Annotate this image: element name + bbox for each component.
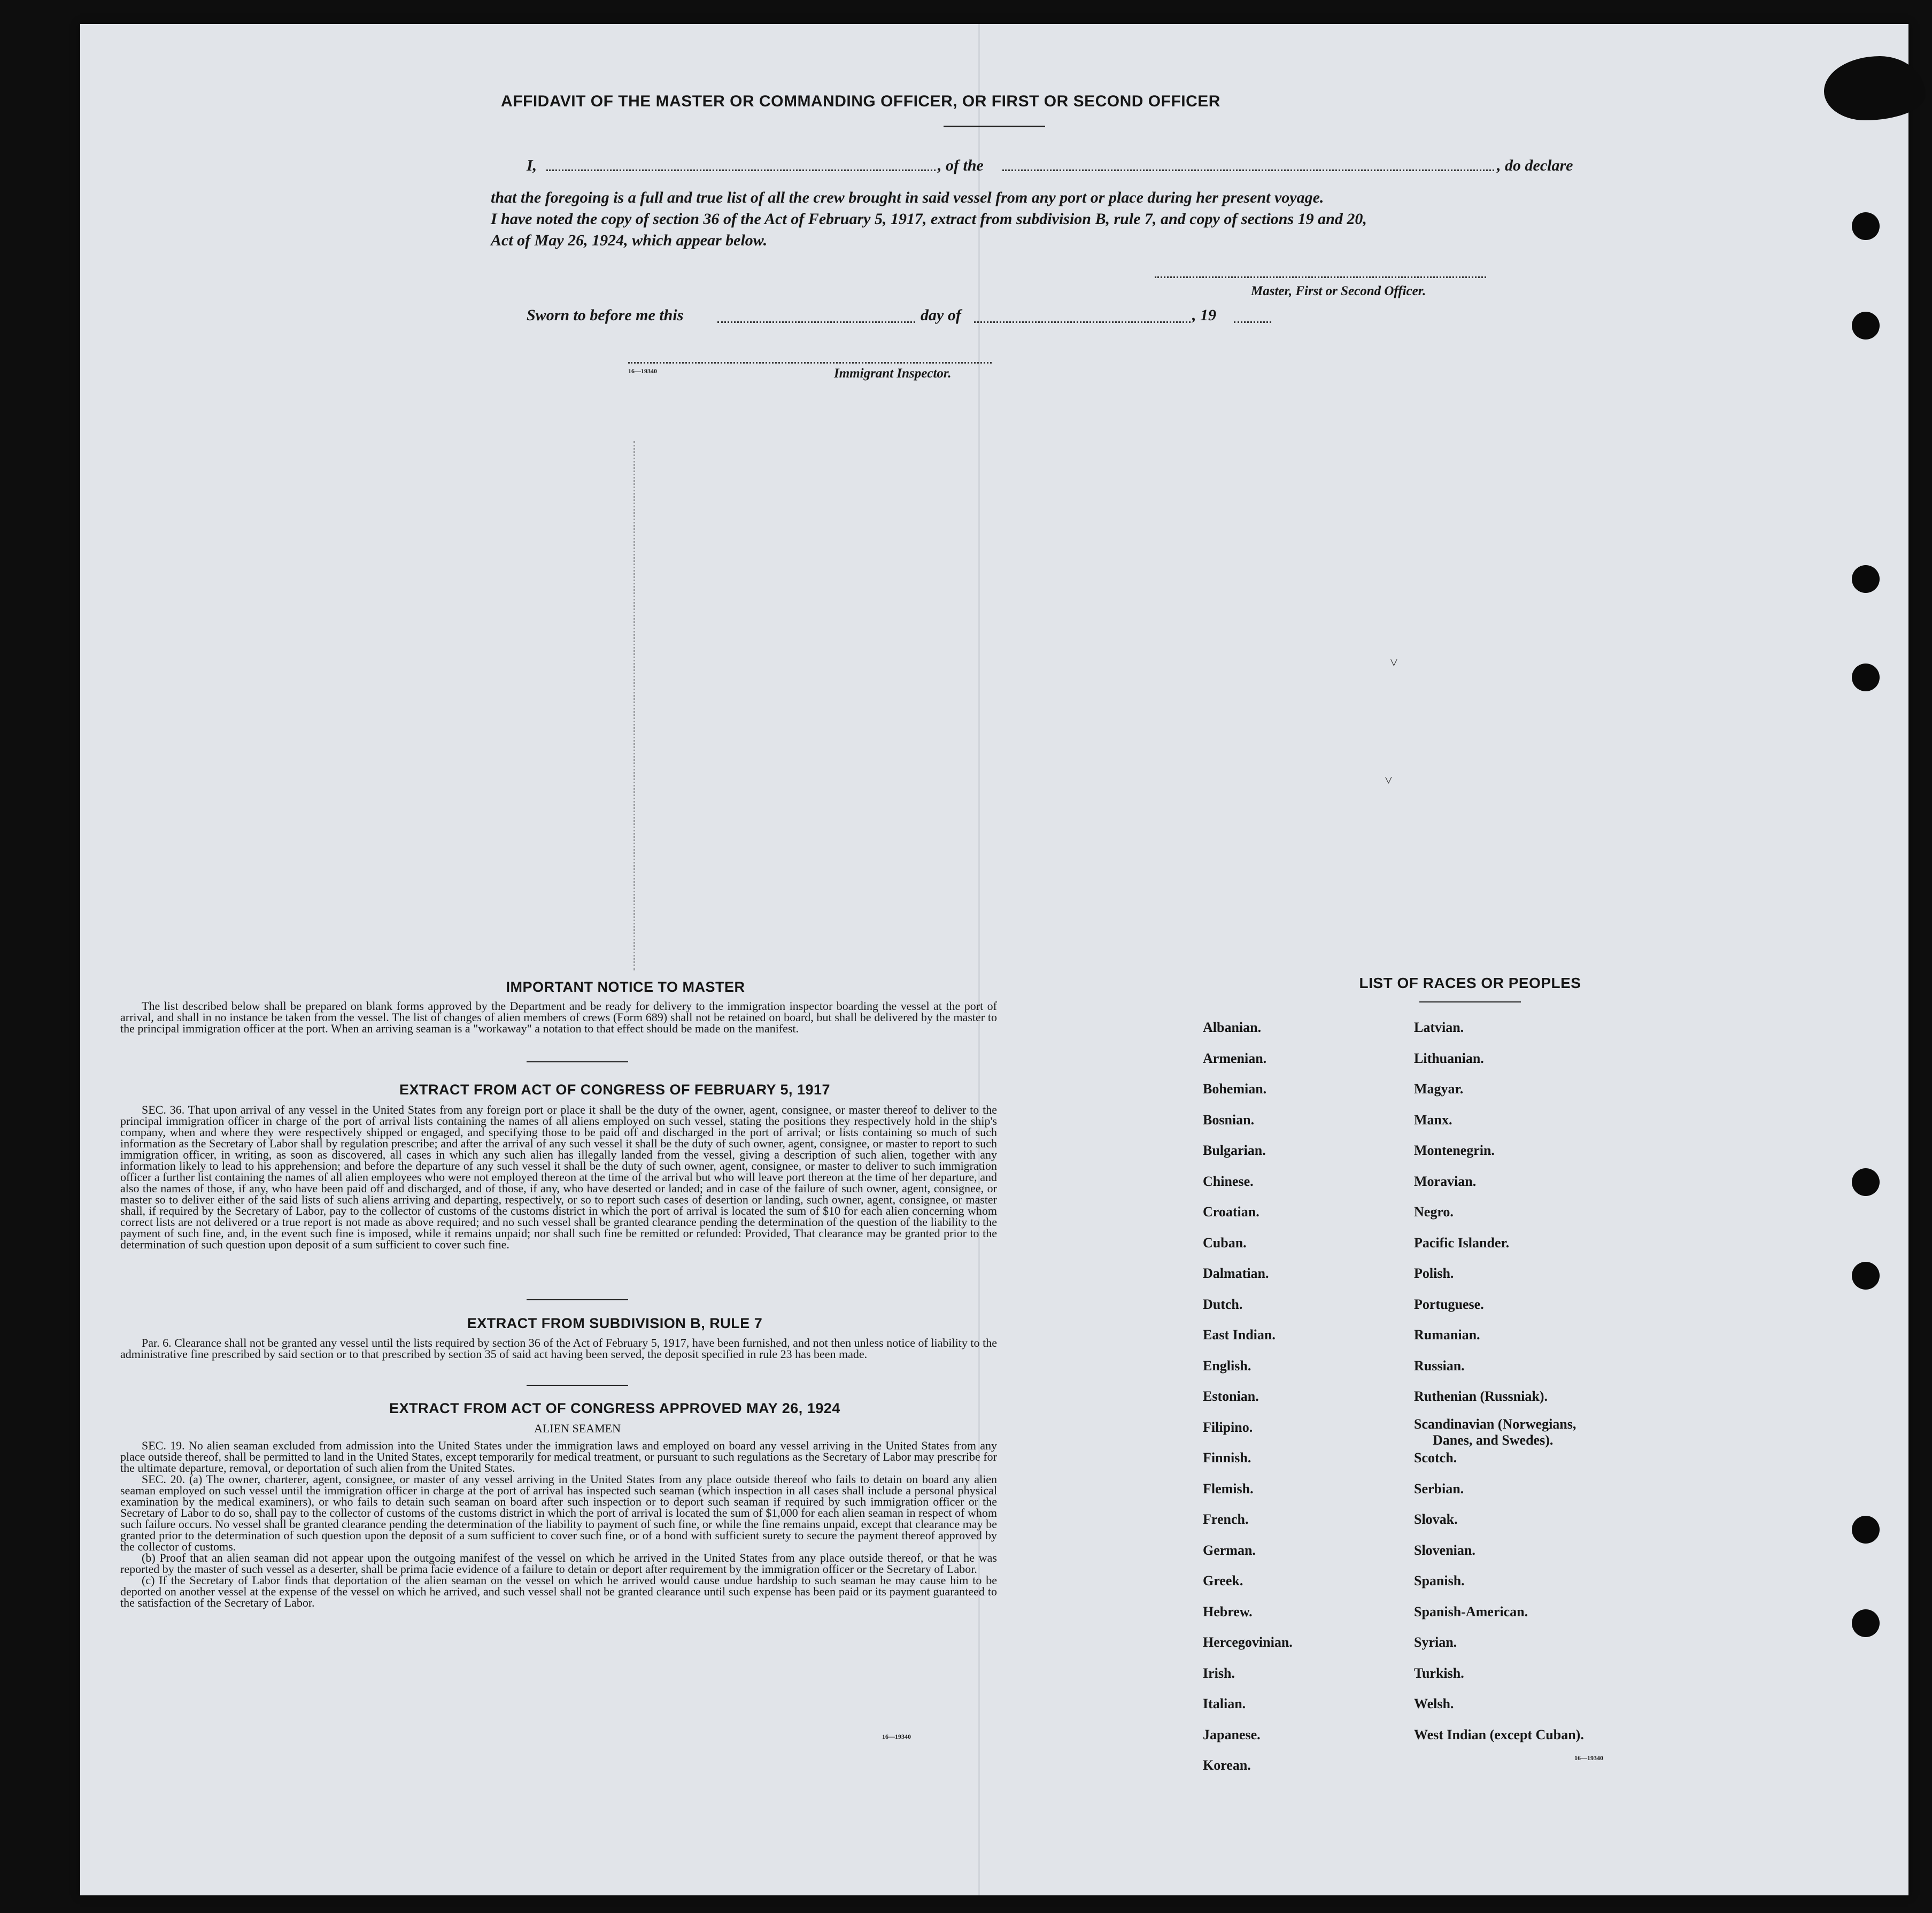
stray-mark: ˅	[1390, 655, 1398, 670]
race-item: Serbian.	[1414, 1480, 1464, 1497]
stray-mark: ˅	[1385, 773, 1393, 788]
race-item: Irish.	[1203, 1665, 1235, 1681]
race-item: Pacific Islander.	[1414, 1235, 1510, 1251]
race-item: English.	[1203, 1357, 1251, 1374]
race-item: Flemish.	[1203, 1480, 1254, 1497]
races-list	[80, 24, 1908, 1895]
rule7-paragraph: Par. 6. Clearance shall not be granted any vessel until the lists required by section 36 of the Act of February 5, 1917, have been furnished, and not then unless notice of liability to the administrative fine prescribed by said section or to that prescribed by section 35 of said act having been served, the deposit specified in rule 23 has been made.	[120, 1336, 997, 1361]
declaration-line: I have noted the copy of section 36 of the Act of February 5, 1917, extract from subdivision B, rule 7, and copy of sections 19 and 20,	[491, 210, 1367, 228]
race-item: Montenegrin.	[1414, 1143, 1495, 1158]
race-item: Chinese.	[1203, 1173, 1254, 1189]
notice-paragraph: The list described below shall be prepared on blank forms approved by the Department and be ready for delivery to the immigration inspector boarding the vessel at the port of arrival, and shall in no instance be taken from the vessel. The list of changes of alien members of crews (Form 689) shall not be retained on board, but shall be delivered by the master to the principal immigration officer at the port. When an arriving seaman is a "workaway" a notation to that effect should be made on the manifest.	[120, 999, 997, 1035]
sec20c-paragraph: (c) If the Secretary of Labor finds that deportation of the alien seaman on the vessel on which he arrived would cause undue hardship to such seaman he may cause him to be deported on another vessel at the expense of the vessel on which he arrived, and such vessel shall not be granted clearance until such expense has been paid or its payment guaranteed to the satisfaction of the Secretary of Labor.	[120, 1573, 997, 1609]
affidavit-do-declare: , do declare	[1497, 157, 1573, 174]
race-item: Greek.	[1203, 1573, 1243, 1588]
race-item: Estonian.	[1203, 1389, 1259, 1404]
race-item: Syrian.	[1414, 1634, 1457, 1650]
extract-1924-title: EXTRACT FROM ACT OF CONGRESS APPROVED MAY 26, 1924	[389, 1400, 840, 1416]
race-item: Latvian.	[1414, 1020, 1464, 1035]
race-item: West Indian (except Cuban).	[1414, 1726, 1584, 1742]
race-item: Portuguese.	[1414, 1296, 1484, 1312]
race-item: Hercegovinian.	[1203, 1634, 1293, 1650]
race-item: Russian.	[1414, 1357, 1465, 1374]
race-item: Scandinavian (Norwegians,	[1414, 1416, 1576, 1432]
race-item: Slovenian.	[1414, 1542, 1475, 1558]
extract-1917-title: EXTRACT FROM ACT OF CONGRESS OF FEBRUARY 5, 1917	[399, 1082, 831, 1098]
race-item: Italian.	[1203, 1696, 1246, 1711]
race-item: Danes, and Swedes).	[1433, 1432, 1554, 1448]
affidavit-i: I,	[527, 157, 537, 174]
race-item: Cuban.	[1203, 1235, 1247, 1251]
race-item: Scotch.	[1414, 1450, 1457, 1465]
alien-seamen-subtitle: ALIEN SEAMEN	[534, 1422, 621, 1435]
race-item: Lithuanian.	[1414, 1050, 1484, 1066]
form-number: 16—19340	[1574, 1754, 1603, 1762]
race-item: Bulgarian.	[1203, 1143, 1266, 1158]
rule7-title: EXTRACT FROM SUBDIVISION B, RULE 7	[467, 1315, 763, 1331]
races-title: LIST OF RACES OR PEOPLES	[1359, 975, 1581, 991]
race-item: Ruthenian (Russniak).	[1414, 1389, 1548, 1404]
race-item: Spanish-American.	[1414, 1603, 1528, 1619]
declaration-line: Act of May 26, 1924, which appear below.	[491, 232, 768, 249]
sec20b-paragraph: (b) Proof that an alien seaman did not appear upon the outgoing manifest of the vessel on which he arrived in the United States from any place outside thereof, or that he was reported by the master of such vessel as a deserter, shall be prima facie evidence of a failure to detain or deport after requirement by the immigration officer or the Secretary of Labor.	[120, 1551, 997, 1576]
inspector-label: Immigrant Inspector.	[834, 366, 952, 381]
race-item: Dalmatian.	[1203, 1266, 1269, 1281]
signature-label: Master, First or Second Officer.	[1251, 284, 1426, 298]
race-item: Manx.	[1414, 1112, 1452, 1128]
race-item: Spanish.	[1414, 1573, 1465, 1588]
extract-1917-paragraph: SEC. 36. That upon arrival of any vessel in the United States from any foreign port or place it shall be the duty of the owner, agent, consignee, or master thereof to deliver to the principal immigration officer in charge of the port of arrival lists containing the names of all aliens employed on such vessel, stating the positions they respectively hold in the ship's company, when and where they were respectively shipped or engaged, and specifying those to be paid off and discharged in the port of arrival; or lists containing so much of such information as the Secretary of Labor shall by regulation prescribe; and after the arrival of any such vessel it shall be the duty of such owner, agent, consignee, or master to report to such immigration officer, in writing, as soon as discovered, all cases in which any such alien has illegally landed from the vessel, giving a description of such alien, together with any information likely to lead to his apprehension; and before the departure of any such vessel it shall be the duty of such owner, agent, consignee, or master to deliver to such immigration officer a further list containing the names of all alien employees who were not employed thereon at the time of the arrival but who will leave port thereon at the time of her departure, and also the names of those, if any, who have been paid off and discharged, and of those, if any, who have deserted or landed; and in case of the failure of such owner, agent, consignee, or master so to deliver either of the said lists of such aliens arriving and departing, respectively, or so to report such cases of desertion or landing, such owner, agent, consignee, or master shall, if required by the Secretary of Labor, pay to the collector of customs of the customs district in which the port of arrival is located the sum of $10 for each alien concerning whom correct lists are not delivered or a true report is not made as above required; and no such vessel shall be granted clearance pending the determination of the question of the liability to the payment of such fine, and, in the event such fine is imposed, while it remains unpaid; nor shall such fine be remitted or refunded: Provided, That clearance may be granted prior to the determination of such question upon deposit of a sum sufficient to cover such fine.	[120, 1103, 997, 1251]
race-item: Rumanian.	[1414, 1327, 1480, 1343]
race-item: Bosnian.	[1203, 1112, 1255, 1128]
form-number: 16—19340	[882, 1733, 911, 1740]
race-item: Finnish.	[1203, 1450, 1251, 1465]
notice-title: IMPORTANT NOTICE TO MASTER	[506, 979, 745, 995]
race-item: Moravian.	[1414, 1173, 1477, 1189]
race-item: Welsh.	[1414, 1696, 1454, 1711]
sworn-prefix: Sworn to before me this	[527, 306, 684, 324]
race-item: French.	[1203, 1511, 1249, 1527]
race-item: Hebrew.	[1203, 1603, 1253, 1619]
race-item: Albanian.	[1203, 1020, 1262, 1035]
affidavit-of-the: , of the	[938, 157, 984, 174]
race-item: Turkish.	[1414, 1665, 1464, 1681]
affidavit-title: AFFIDAVIT OF THE MASTER OR COMMANDING OFFICER, OR FIRST OR SECOND OFFICER	[501, 92, 1220, 110]
form-number: 16—19340	[628, 367, 657, 375]
race-item: Korean.	[1203, 1757, 1251, 1773]
race-item: Negro.	[1414, 1204, 1454, 1220]
race-item: German.	[1203, 1542, 1256, 1558]
declaration-line: that the foregoing is a full and true list of all the crew brought in said vessel from any port or place during her present voyage.	[491, 189, 1324, 206]
race-item: Bohemian.	[1203, 1081, 1267, 1097]
race-item: Magyar.	[1414, 1081, 1464, 1097]
sec20a-paragraph: SEC. 20. (a) The owner, charterer, agent, consignee, or master of any vessel arriving in the United States from any place outside thereof who fails to detain on board any alien seaman employed on such vessel until the immigration officer in charge at the port of arrival has inspected such seaman (which inspection in all cases shall include a personal physical examination by the medical examiners), or who fails to detain such seaman on board after such inspection or to deport such seaman if required by such immigration officer or the Secretary of Labor to do so, shall pay to the collector of customs of the customs district in which the port of arrival is located the sum of $1,000 for each alien seaman in respect of whom such failure occurs. No vessel shall be granted clearance pending the determination of the liability to payment of such fine, or while the fine remains unpaid, except that clearance may be granted prior to the determination of such question upon the deposit of a sum sufficient to cover such fine, or of a bond with sufficient surety to secure the payment thereof approved by the collector of customs.	[120, 1472, 997, 1553]
form-page	[80, 24, 1908, 1895]
race-item: Croatian.	[1203, 1204, 1259, 1220]
sworn-year: , 19	[1192, 306, 1216, 324]
race-item: Dutch.	[1203, 1296, 1243, 1312]
sworn-day-of: day of	[921, 306, 961, 324]
race-item: East Indian.	[1203, 1327, 1276, 1343]
sec19-paragraph: SEC. 19. No alien seaman excluded from admission into the United States under the immigration laws and employed on board any vessel arriving in the United States from any place outside thereof, shall be permitted to land in the United States, except temporarily for medical treatment, or pursuant to such regulations as the Secretary of Labor may prescribe for the ultimate departure, removal, or deportation of such alien from the United States.	[120, 1439, 997, 1475]
race-item: Japanese.	[1203, 1726, 1261, 1742]
race-item: Filipino.	[1203, 1419, 1253, 1435]
race-item: Slovak.	[1414, 1511, 1458, 1527]
race-item: Polish.	[1414, 1266, 1454, 1281]
race-item: Armenian.	[1203, 1050, 1267, 1066]
